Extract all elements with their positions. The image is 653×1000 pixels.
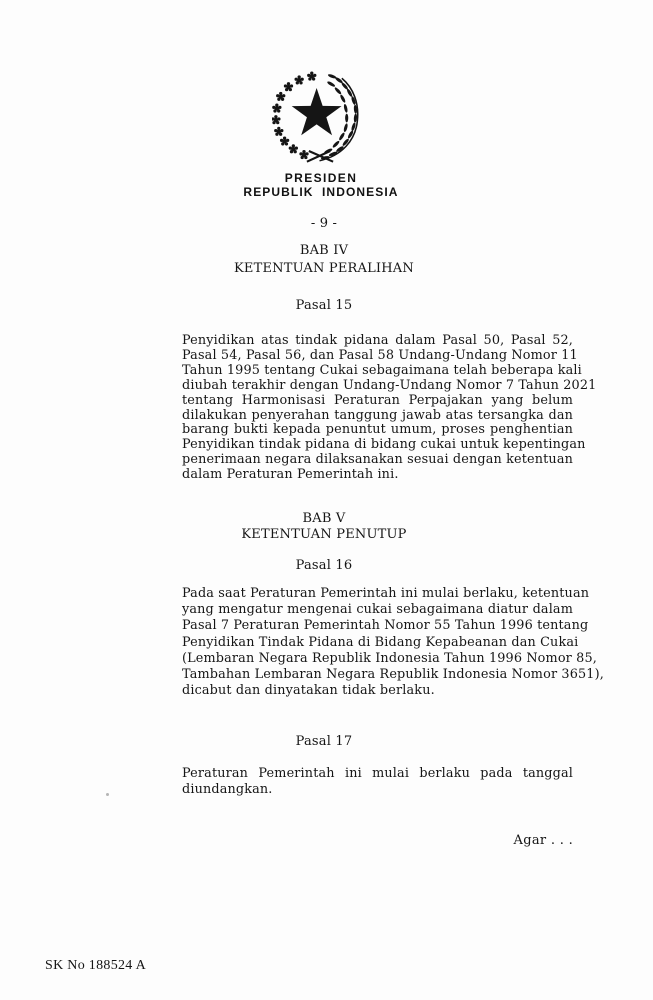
paragraph-line: Penyidikan tindak pidana di bidang cukai untuk kepentingan xyxy=(182,437,586,453)
article-heading-pasal-16: Pasal 16 xyxy=(295,558,353,573)
letterhead-republik-indonesia: REPUBLIK INDONESIA xyxy=(243,185,399,199)
paragraph-line: tentang Harmonisasi Peraturan Perpajakan yang belum xyxy=(182,392,573,408)
paragraph-line: Pada saat Peraturan Pemerintah ini mulai berlaku, ketentuan xyxy=(182,586,590,601)
paragraph-line: dilakukan penyerahan tanggung jawab atas tersangka dan xyxy=(182,407,573,423)
chapter-title-ketentuan-penutup: KETENTUAN PENUTUP xyxy=(241,527,407,542)
paragraph-line: Tahun 1995 tentang Cukai sebagaimana telah beberapa kali xyxy=(182,362,582,378)
letterhead-presiden: PRESIDEN xyxy=(284,171,358,185)
article-body-pasal-16 xyxy=(182,586,604,699)
paragraph-line: Pasal 54, Pasal 56, dan Pasal 58 Undang-Undang Nomor 11 xyxy=(182,347,578,363)
paragraph-line: Tambahan Lembaran Negara Republik Indonesia Nomor 3651), xyxy=(182,667,604,683)
chapter-title-ketentuan-peralihan: KETENTUAN PERALIHAN xyxy=(234,261,414,276)
page-number: - 9 - xyxy=(310,216,338,231)
paragraph-line: (Lembaran Negara Republik Indonesia Tahun 1996 Nomor 85, xyxy=(182,650,597,666)
paragraph-line: penerimaan negara dilaksanakan sesuai dengan ketentuan xyxy=(182,452,573,468)
article-heading-pasal-15: Pasal 15 xyxy=(295,298,353,313)
paragraph-line: diundangkan. xyxy=(182,782,273,798)
paragraph-line: diubah terakhir dengan Undang-Undang Nomor 7 Tahun 2021 xyxy=(182,377,597,393)
article-heading-pasal-17: Pasal 17 xyxy=(295,734,353,749)
star-icon xyxy=(292,88,342,135)
paragraph-line: dicabut dan dinyatakan tidak berlaku. xyxy=(182,683,435,699)
article-body-pasal-17 xyxy=(182,766,573,799)
paragraph-line: barang bukti kepada penuntut umum, proses penghentian xyxy=(182,422,573,438)
footer-sk-number: SK No 188524 A xyxy=(45,958,147,973)
paragraph-line: Penyidikan Tindak Pidana di Bidang Kepabeanan dan Cukai xyxy=(182,634,579,650)
paragraph-line: Pasal 7 Peraturan Pemerintah Nomor 55 Tahun 1996 tentang xyxy=(182,618,589,634)
paragraph-line: dalam Peraturan Pemerintah ini. xyxy=(182,467,399,483)
scan-speck xyxy=(106,793,109,796)
paragraph-line: Peraturan Pemerintah ini mulai berlaku pada tanggal xyxy=(182,766,573,781)
continuation-marker: Agar . . . xyxy=(513,833,573,848)
chapter-heading-bab-iv: BAB IV xyxy=(299,243,349,258)
article-body-pasal-15 xyxy=(182,333,597,483)
chapter-heading-bab-v: BAB V xyxy=(302,511,346,526)
paragraph-line: Penyidikan atas tindak pidana dalam Pasal 50, Pasal 52, xyxy=(182,333,573,348)
paragraph-line: yang mengatur mengenai cukai sebagaimana diatur dalam xyxy=(182,602,573,618)
star-wreath-emblem xyxy=(272,70,369,168)
